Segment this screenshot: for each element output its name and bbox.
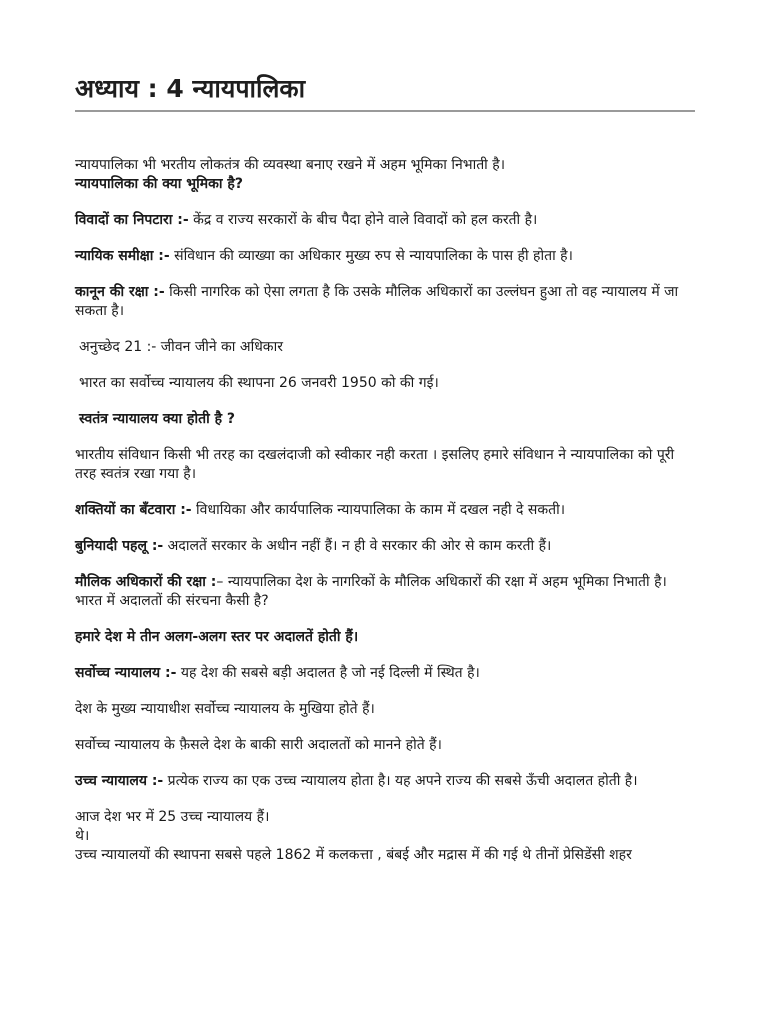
dispute-resolution-paragraph: विवादों का निपटारा :- केंद्र व राज्य सरकारों के बीच पैदा होने वाले विवादों को हल करती है। [75,212,538,228]
high-court-paragraph: उच्च न्यायालय :- प्रत्येक राज्य का एक उच्च न्यायालय होता है। यह अपने राज्य की सबसे ऊँची अदालत होती है। [75,773,638,789]
document-page [75,72,695,865]
document-body [75,156,695,865]
separation-of-powers-paragraph: शक्तियों का बँटवारा :- विधायिका और कार्यपालिक न्यायपालिका के काम में दखल नही दे सकती। [75,502,566,518]
court-structure-question: भारत में अदालतों की संरचना कैसी है? [75,593,269,609]
law-protection-paragraph: कानून की रक्षा :- किसी नागरिक को ऐसा लगता है कि उसके मौलिक अधिकारों का उल्लंघन हुआ तो वह न्यायालय में जा सकता है। [75,284,679,319]
intro-paragraph: न्यायपालिका भी भरतीय लोकतंत्र की व्यवस्था बनाए रखने में अहम भूमिका निभाती है। [75,157,506,173]
chief-justice-paragraph: देश के मुख्य न्यायाधीश सर्वोच्च न्यायालय के मुखिया होते हैं। [75,701,375,717]
three-levels-heading: हमारे देश मे तीन अलग-अलग स्तर पर अदालतें होती हैं। [75,629,359,645]
fragment-line: थे। [75,828,90,844]
constitution-independence-paragraph: भारतीय संविधान किसी भी तरह का दखलंदाजी को स्वीकार नही करता । इसलिए हमारे संविधान ने न्यायपालिका को पूरी तरह स्वतंत्र रखा गया है। [75,447,675,482]
supreme-court-decisions-paragraph: सर्वोच्च न्यायालय के फ़ैसले देश के बाकी सारी अदालतों को मानने होते हैं। [75,737,442,753]
high-court-count-paragraph: आज देश भर में 25 उच्च न्यायालय हैं। [75,809,270,825]
supreme-court-paragraph: सर्वोच्च न्यायालय :- यह देश की सबसे बड़ी अदालत है जो नई दिल्ली में स्थित है। [75,665,480,681]
article-21-paragraph: अनुच्छेद 21 :- जीवन जीने का अधिकार [79,339,283,355]
judicial-review-paragraph: न्यायिक समीक्षा :- संविधान की व्याख्या का अधिकार मुख्य रुप से न्यायपालिका के पास ही होता है। [75,248,573,264]
role-question-heading: न्यायपालिका की क्या भूमिका है? [75,176,243,192]
high-court-history-paragraph: उच्च न्यायालयों की स्थापना सबसे पहले 1862 में कलकत्ता , बंबई और मद्रास में की गई थे तीनों प्रेसिडेंसी शहर [75,847,632,863]
basic-aspect-paragraph: बुनियादी पहलू :- अदालतें सरकार के अधीन नहीं हैं। न ही वे सरकार की ओर से काम करती हैं। [75,538,552,554]
page-title: अध्याय : 4 न्यायपालिका [75,72,695,112]
supreme-court-establishment-paragraph: भारत का सर्वोच्च न्यायालय की स्थापना 26 जनवरी 1950 को की गई। [79,375,439,391]
fundamental-rights-paragraph: मौलिक अधिकारों की रक्षा :– न्यायपालिका देश के नागरिकों के मौलिक अधिकारों की रक्षा में अहम भूमिका निभाती है। [75,574,667,590]
independent-judiciary-heading: स्वतंत्र न्यायालय क्या होती है ? [79,411,235,427]
